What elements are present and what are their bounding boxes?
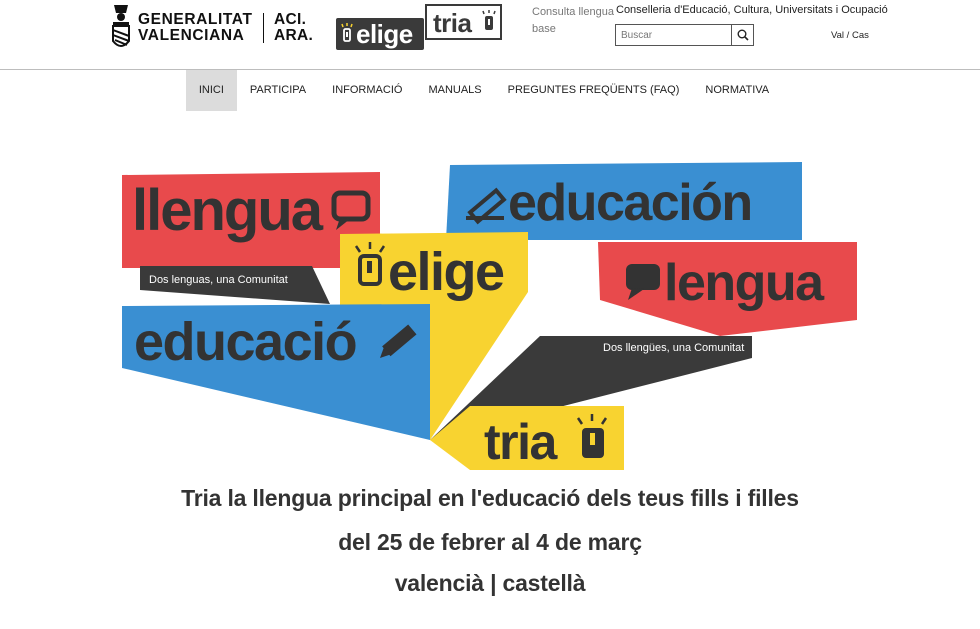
nav-item-manuals[interactable]: MANUALS <box>428 84 482 96</box>
generalitat-logo[interactable] <box>110 2 313 54</box>
search-icon <box>737 29 749 41</box>
org-line2: VALENCIANA <box>138 27 245 44</box>
search-bar <box>615 24 755 46</box>
hand-pointer-icon <box>480 10 498 34</box>
nav-item-inici[interactable]: INICI <box>186 70 237 111</box>
nav-item-informacio[interactable]: INFORMACIÓ <box>332 84 403 96</box>
campaign-line2: ARA. <box>274 27 314 44</box>
conselleria-name: Conselleria d'Educació, Cultura, Universitats i Ocupació <box>616 4 888 16</box>
org-line1: GENERALITAT <box>138 11 253 28</box>
search-input[interactable] <box>615 24 732 46</box>
gva-shield-icon <box>110 3 132 53</box>
headline-dates: del 25 de febrer al 4 de març <box>338 529 642 555</box>
campaign-banner <box>0 150 980 480</box>
aciara-wordmark <box>274 12 313 44</box>
dos-llengues-text: Dos llengües, una Comunitat <box>603 342 745 354</box>
lang-cas-link[interactable]: Cas <box>851 30 869 41</box>
tria-brand-text: tria <box>433 8 472 38</box>
generalitat-wordmark <box>138 12 253 44</box>
logo-divider <box>263 13 265 43</box>
banner-graphic <box>0 150 980 480</box>
consulta-llengua-link[interactable]: Consulta llengua base <box>532 6 614 35</box>
nav-item-faq[interactable]: PREGUNTES FREQÜENTS (FAQ) <box>507 84 680 96</box>
headline-main: Tria la llengua principal en l'educació dels teus fills i filles <box>181 485 799 511</box>
main-nav <box>0 70 980 111</box>
site-header <box>0 0 980 70</box>
tria-text: tria <box>484 414 556 470</box>
nav-item-normativa[interactable]: NORMATIVA <box>705 84 770 96</box>
elige-logo[interactable] <box>336 18 424 50</box>
elige-text: elige <box>388 242 504 302</box>
llengua-text: llengua <box>132 178 322 243</box>
elige-brand-text: elige <box>356 19 413 49</box>
campaign-line1: ACI. <box>274 11 307 28</box>
hand-pointer-icon <box>339 23 357 45</box>
lang-separator: / <box>844 30 852 41</box>
nav-item-participa[interactable]: PARTICIPA <box>249 84 307 96</box>
educacio-text: educació <box>134 312 357 372</box>
dos-lenguas-text: Dos lenguas, una Comunitat <box>149 274 288 286</box>
lengua-text: lengua <box>664 254 823 312</box>
educacion-text: educación <box>508 174 752 232</box>
lang-val-link[interactable]: Val <box>831 30 845 41</box>
language-switcher <box>831 30 869 41</box>
headline-languages: valencià | castellà <box>394 570 586 596</box>
tria-logo[interactable] <box>425 4 502 40</box>
search-button[interactable] <box>732 24 754 46</box>
